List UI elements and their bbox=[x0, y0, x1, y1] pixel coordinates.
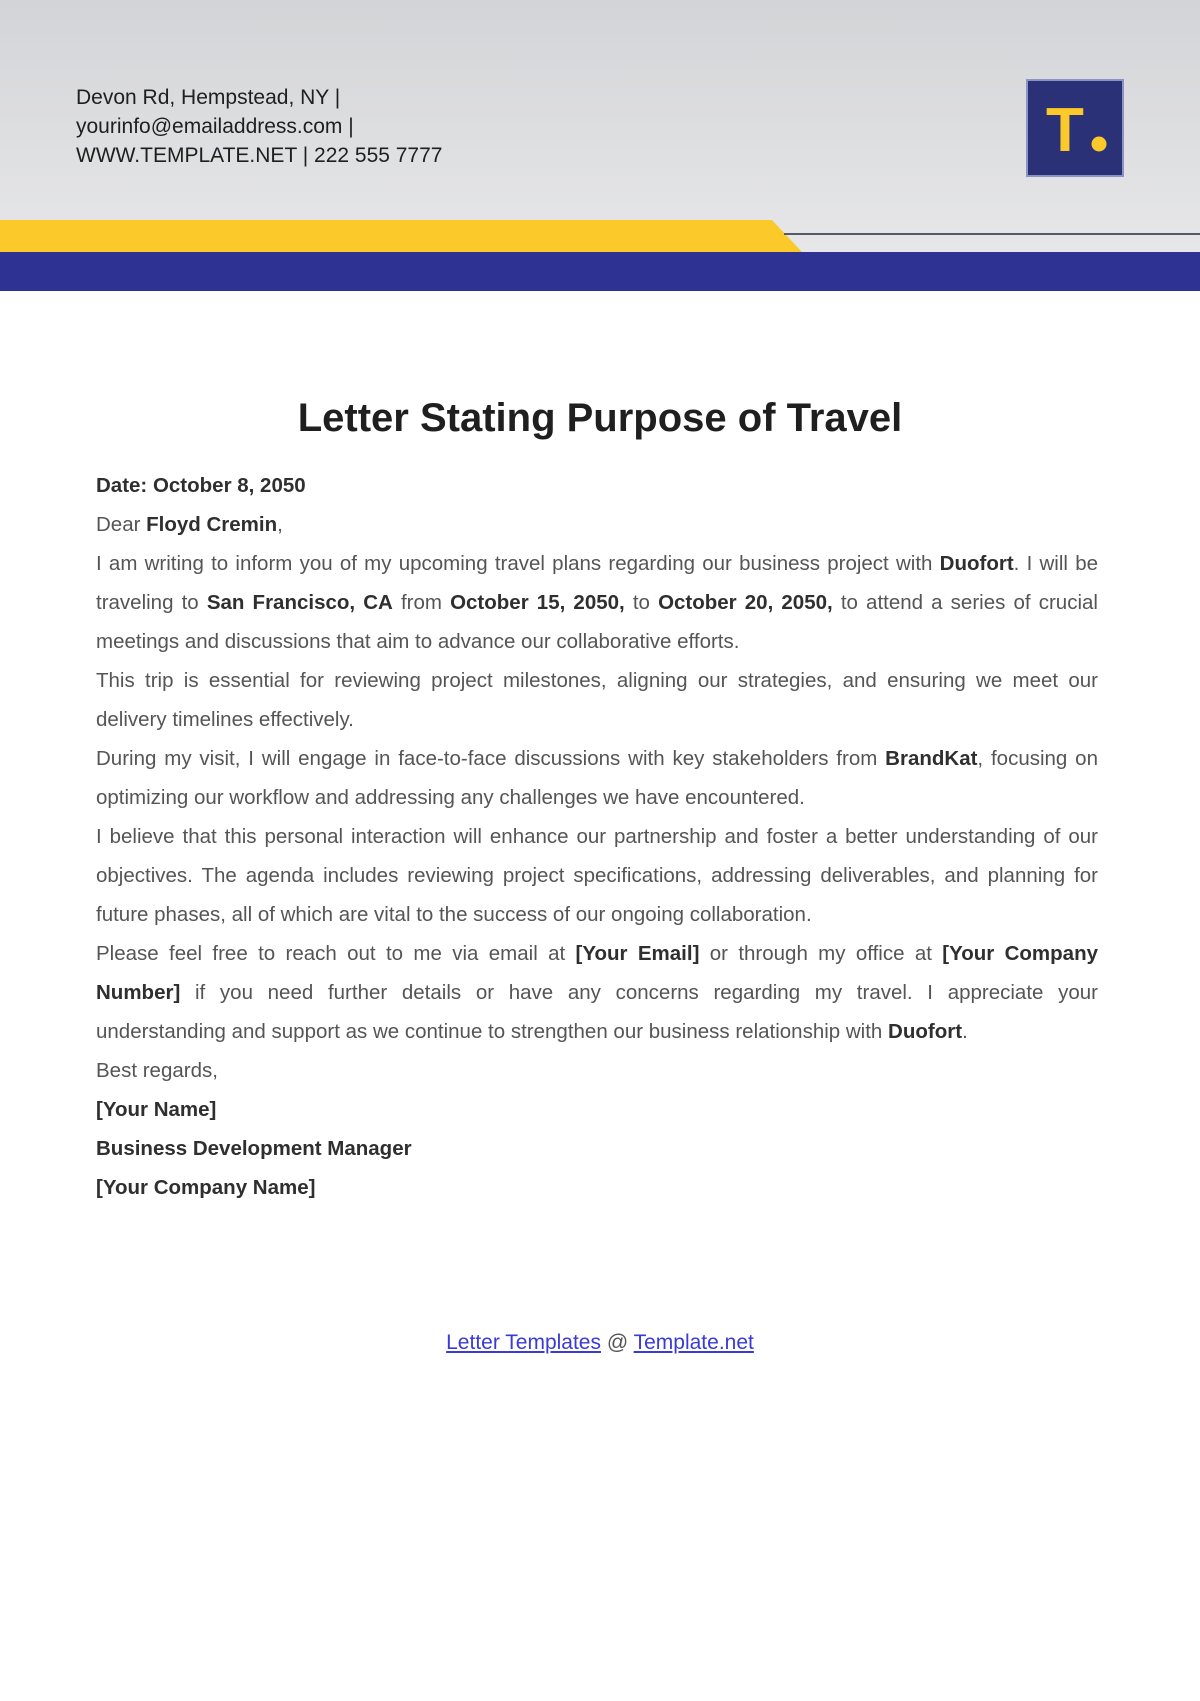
paragraph-1 bbox=[96, 544, 1098, 661]
letterhead bbox=[0, 0, 1200, 291]
logo-dot-icon bbox=[1092, 137, 1107, 152]
p5-email: [Your Email] bbox=[575, 942, 700, 965]
p1-end-date: October 20, 2050, bbox=[658, 591, 833, 614]
closing: Best regards, bbox=[96, 1059, 218, 1082]
contact-address: Devon Rd, Hempstead, NY | bbox=[76, 86, 341, 109]
contact-info bbox=[76, 83, 442, 170]
signature-company: [Your Company Name] bbox=[96, 1176, 316, 1199]
p5-text-4: . bbox=[962, 1020, 968, 1043]
paragraph-5 bbox=[96, 934, 1098, 1051]
contact-email: yourinfo@emailaddress.com | bbox=[76, 115, 354, 138]
header-divider bbox=[784, 233, 1200, 235]
p1-text-3: from bbox=[392, 591, 451, 614]
blue-band bbox=[0, 252, 1200, 291]
p5-text-3: if you need further details or have any concerns regarding my travel. I appreciate your understanding and support as we continue to strengthen our business relationship with bbox=[96, 981, 1098, 1043]
yellow-band bbox=[0, 220, 802, 252]
logo-mark-icon bbox=[1028, 81, 1122, 175]
footer-separator: @ bbox=[601, 1331, 634, 1354]
p1-text-5: to attend a series of crucial meetings and discussions that aim to advance our collaborative efforts. bbox=[96, 591, 1098, 653]
p1-start-date: October 15, 2050, bbox=[450, 591, 625, 614]
paragraph-3 bbox=[96, 739, 1098, 817]
contact-website-phone: WWW.TEMPLATE.NET | 222 555 7777 bbox=[76, 144, 443, 167]
footer-links bbox=[0, 1323, 1200, 1362]
letter-body bbox=[96, 466, 1098, 1207]
p1-text-4: to bbox=[624, 591, 659, 614]
p1-company: Duofort bbox=[939, 552, 1014, 575]
signature-position: Business Development Manager bbox=[96, 1137, 412, 1160]
document-title: Letter Stating Purpose of Travel bbox=[297, 396, 903, 440]
p3-text-2: , focusing on optimizing our workflow and addressing any challenges we have encountered. bbox=[96, 747, 1098, 809]
salutation-comma: , bbox=[277, 513, 283, 536]
signature-name: [Your Name] bbox=[96, 1098, 217, 1121]
p5-text-1: Please feel free to reach out to me via email at bbox=[96, 942, 576, 965]
letter-date: Date: October 8, 2050 bbox=[96, 474, 306, 497]
p1-text-2: . I will be traveling to bbox=[96, 552, 1098, 614]
p5-phone: [Your Company Number] bbox=[96, 942, 1098, 1004]
p1-text-1: I am writing to inform you of my upcoming travel plans regarding our business project with bbox=[96, 552, 940, 575]
template-net-link[interactable]: Template.net bbox=[633, 1331, 754, 1354]
salutation bbox=[96, 505, 1098, 544]
p3-text-1: During my visit, I will engage in face-to-face discussions with key stakeholders from bbox=[96, 747, 886, 770]
p5-company: Duofort bbox=[888, 1020, 963, 1043]
salutation-word: Dear bbox=[96, 513, 141, 536]
p3-partner: BrandKat bbox=[885, 747, 978, 770]
letter-templates-link[interactable]: Letter Templates bbox=[446, 1331, 601, 1354]
paragraph-4: I believe that this personal interaction will enhance our partnership and foster a better understanding of our objectives. The agenda includes reviewing project specifications, addressing deliverables, and planning for future phases, all of which are vital to the success of our ongoing collaboration. bbox=[96, 825, 1098, 926]
paragraph-2: This trip is essential for reviewing project milestones, aligning our strategies, and ensuring we meet our delivery timelines effectively. bbox=[96, 669, 1098, 731]
logo bbox=[1026, 79, 1124, 177]
p5-text-2: or through my office at bbox=[699, 942, 943, 965]
p1-city: San Francisco, CA bbox=[206, 591, 393, 614]
recipient-name: Floyd Cremin bbox=[146, 513, 278, 536]
logo-letter: T bbox=[1046, 96, 1084, 165]
